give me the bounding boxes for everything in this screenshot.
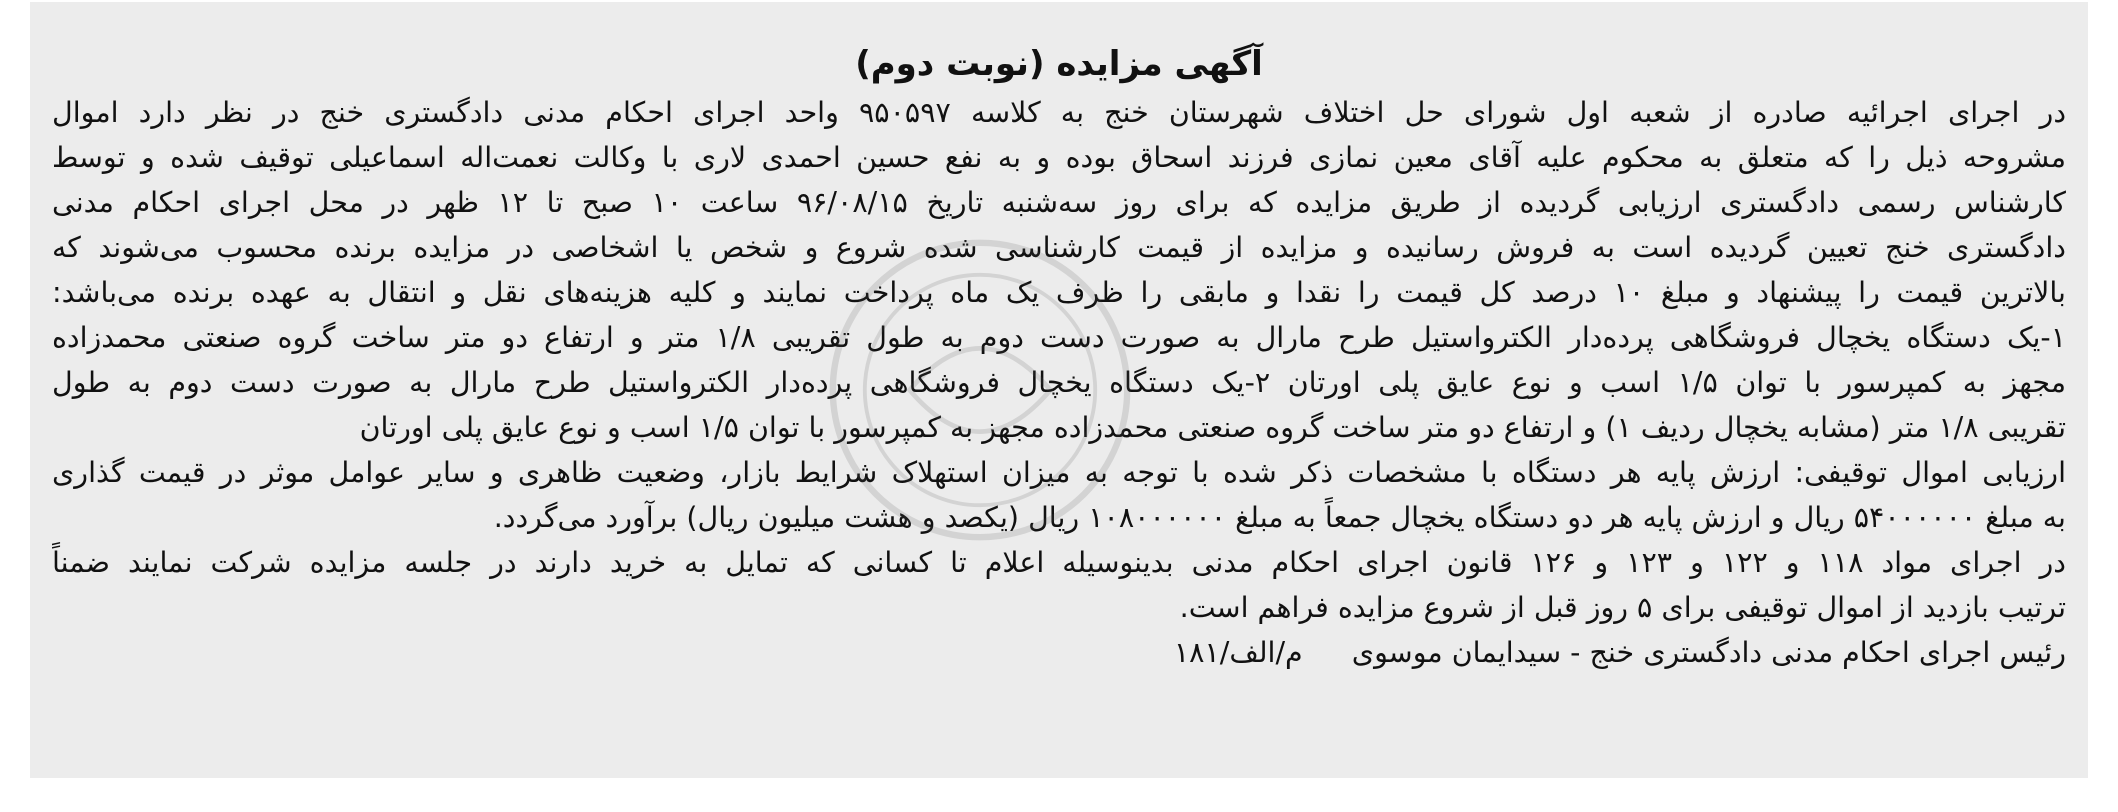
- notice-title: آگهی مزایده (نوبت دوم): [855, 44, 1263, 84]
- notice-line: دادگستری خنج تعیین گردیده است به فروش رسانیده و مزایده از قیمت کارشناسی شده شروع و شخص یا اشخاصی در مزایده برنده محسوب می‌شوند که: [52, 231, 2066, 264]
- notice-line: ارزیابی اموال توقیفی: ارزش پایه هر دستگاه با مشخصات ذکر شده با توجه به میزان استهلاک شرایط بازار، وضعیت ظاهری و سایر عوامل موثر در قیمت گذاری: [52, 456, 2066, 489]
- notice-line: در اجرای مواد ۱۱۸ و ۱۲۲ و ۱۲۳ و ۱۲۶ قانون اجرای احکام مدنی بدینوسیله اعلام تا کسانی که تمایل به خرید دارند در جلسه مزایده شرکت نمایند ضمناً: [52, 546, 2066, 579]
- notice-body: [52, 90, 2066, 630]
- notice-line: بالاترین قیمت را پیشنهاد و مبلغ ۱۰ درصد کل قیمت را نقدا و مابقی را ظرف یک ماه پرداخت نمایند و کلیه هزینه‌های نقل و انتقال به عهده برنده می‌باشد:: [52, 276, 2066, 309]
- notice-line: مشروحه ذیل را که متعلق به محکوم علیه آقای معین نمازی فرزند اسحاق بوده و به نفع حسین احمدی لاری با وکالت نعمت‌اله اسماعیلی توقیف شده و توسط: [52, 141, 2066, 174]
- notice-line: مجهز به کمپرسور با توان ۱/۵ اسب و نوع عایق پلی اورتان ۲-یک دستگاه یخچال فروشگاهی پرده‌دار الکترواستیل طرح مارال به صورت دست دوم به طول: [52, 366, 2066, 399]
- signature-line: [52, 630, 2066, 675]
- notice-line: کارشناس رسمی دادگستری ارزیابی گردیده از طریق مزایده که برای روز سه‌شنبه تاریخ ۹۶/۰۸/۱۵ ساعت ۱۰ صبح تا ۱۲ ظهر در محل اجرای احکام مدنی: [52, 186, 2066, 219]
- notice-line: به مبلغ ۵۴۰۰۰۰۰۰ ریال و ارزش پایه هر دو دستگاه یخچال جمعاً به مبلغ ۱۰۸۰۰۰۰۰۰ ریال (یکصد و هشت میلیون ریال) برآورد می‌گردد.: [493, 501, 2066, 534]
- signature-text: رئیس اجرای احکام مدنی دادگستری خنج - سیدایمان موسوی: [1351, 636, 2066, 669]
- auction-notice: [30, 2, 2088, 778]
- notice-line: ترتیب بازدید از اموال توقیفی برای ۵ روز قبل از شروع مزایده فراهم است.: [1179, 591, 2066, 624]
- notice-line: در اجرای اجرائیه صادره از شعبه اول شورای حل اختلاف شهرستان خنج به کلاسه ۹۵۰۵۹۷ واحد اجرای احکام مدنی دادگستری خنج در نظر دارد اموال: [52, 96, 2066, 129]
- reference-number: م/الف/۱۸۱: [1173, 636, 1303, 669]
- notice-line: تقریبی ۱/۸ متر (مشابه یخچال ردیف ۱) و ارتفاع دو متر ساخت گروه صنعتی محمدزاده مجهز به کمپرسور با توان ۱/۵ اسب و نوع عایق پلی اورتان: [359, 411, 2066, 444]
- notice-line: ۱-یک دستگاه یخچال فروشگاهی پرده‌دار الکترواستیل طرح مارال به صورت دست دوم به طول تقریبی ۱/۸ متر و ارتفاع دو متر ساخت گروه صنعتی محمدزاده: [52, 321, 2066, 354]
